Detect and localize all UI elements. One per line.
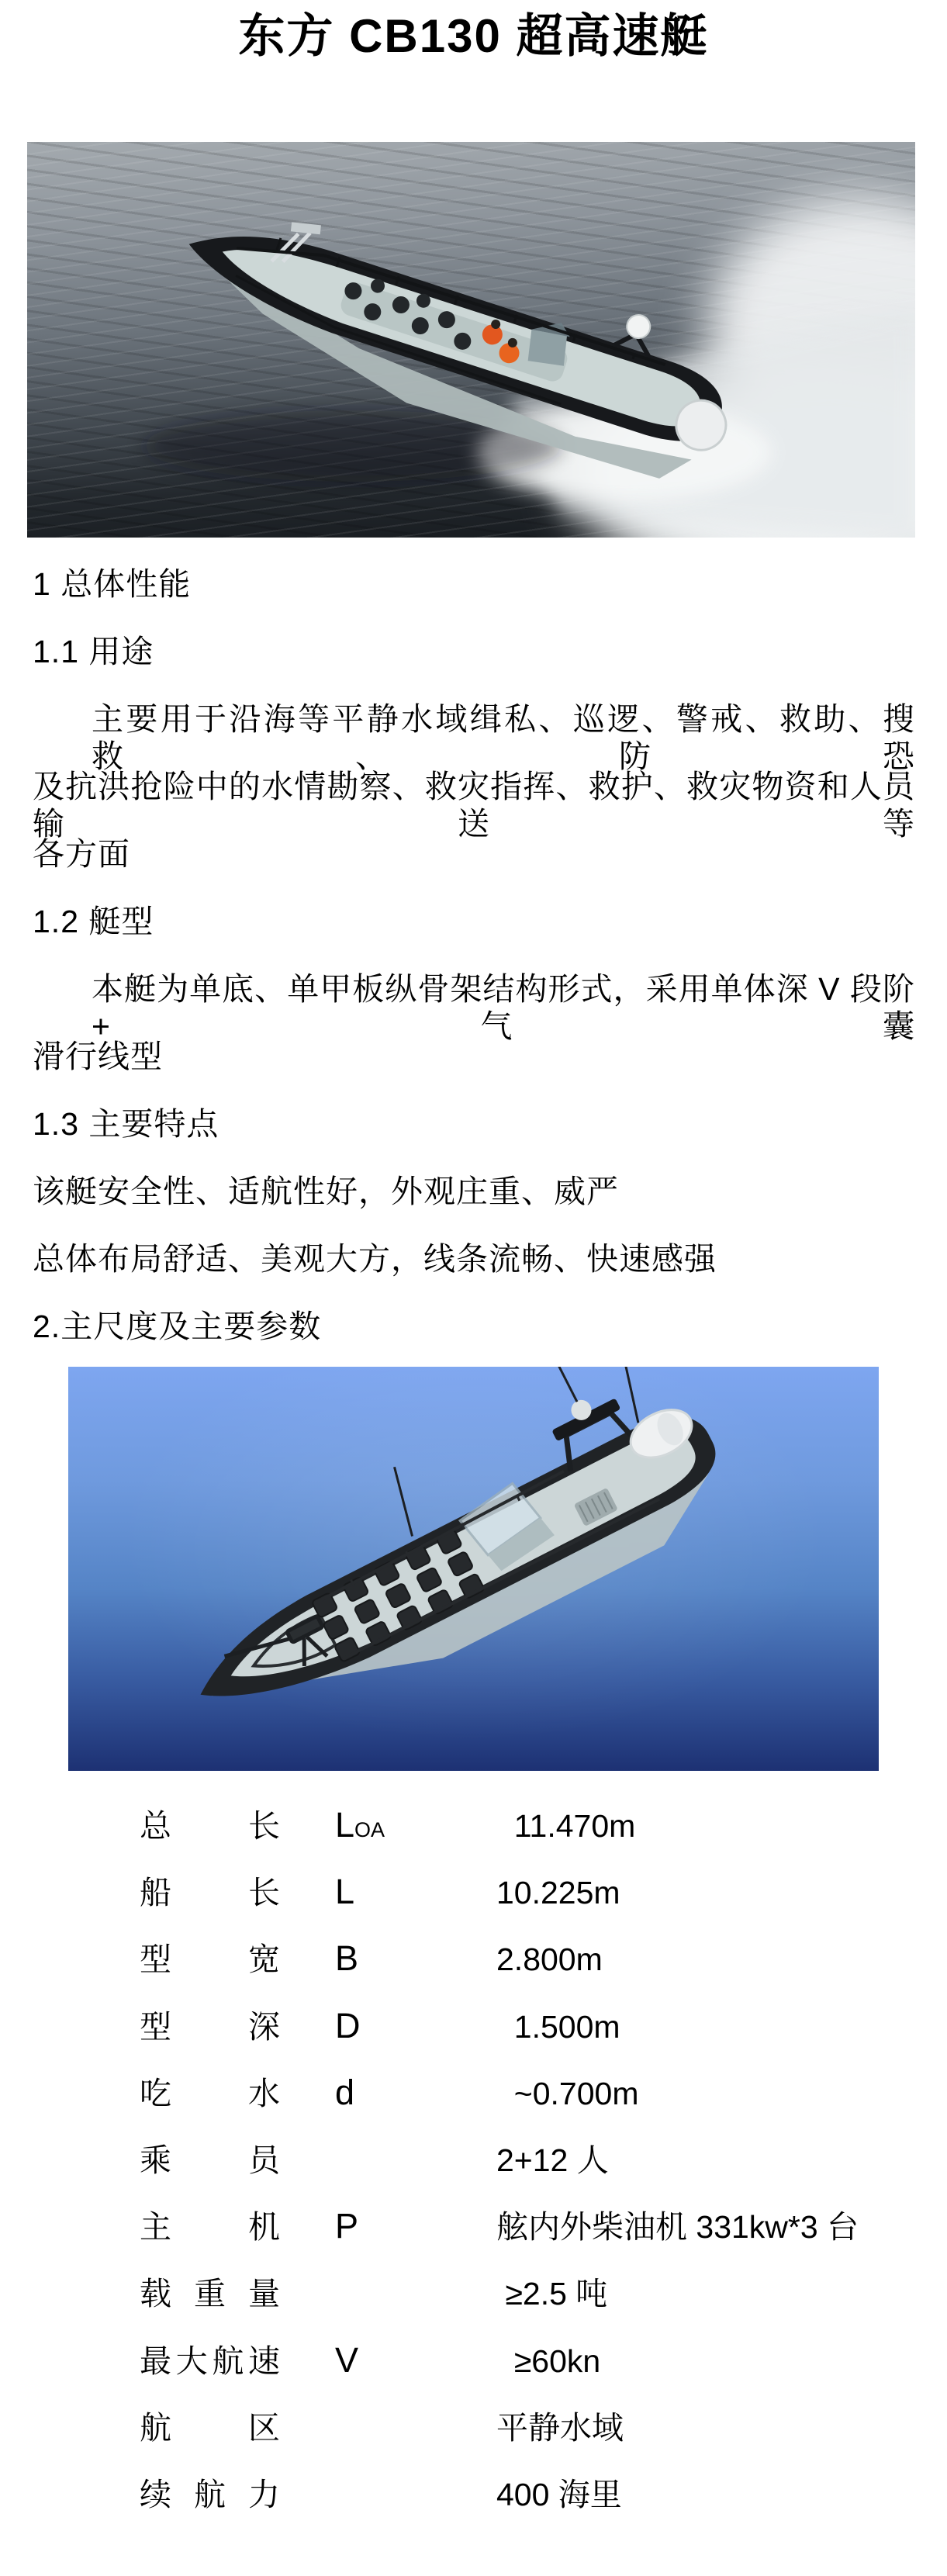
spec-row-endurance — [0, 2476, 947, 2522]
spec-symbol: P — [335, 2206, 359, 2246]
spec-symbol: L — [335, 1872, 355, 1911]
spec-table — [0, 1807, 947, 2536]
spec-value: 11.470m — [496, 1808, 636, 1844]
spec-row-crew — [0, 2142, 947, 2188]
spec-value: ~0.700m — [496, 2076, 639, 2111]
spec-value: 2+12 人 — [496, 2142, 609, 2178]
spec-value: ≥2.5 吨 — [496, 2276, 608, 2311]
page-title: 东方 CB130 超高速艇 — [238, 10, 709, 62]
spec-label: 总 长 — [140, 1808, 280, 1844]
spec-label: 主 机 — [140, 2209, 280, 2245]
spec-value: 10.225m — [496, 1875, 620, 1910]
bow-equipment — [291, 222, 321, 234]
paragraph-hull-1: 本艇为单底、单甲板纵骨架结构形式，采用单体深 V 段阶+气囊 — [92, 971, 915, 1044]
spec-row-nav-area — [0, 2409, 947, 2456]
spec-row-payload — [0, 2275, 947, 2322]
paragraph-feature-2: 总体布局舒适、美观大方，线条流畅、快速感强 — [33, 1241, 717, 1277]
spec-value: 2.800m — [496, 1942, 603, 1977]
heading-2: 2.主尺度及主要参数 — [33, 1309, 322, 1344]
spec-symbol: LOA — [335, 1805, 385, 1845]
boat-render-image — [68, 1367, 879, 1771]
heading-1-2: 1.2 艇型 — [33, 904, 154, 939]
spec-row-b — [0, 1938, 947, 1987]
heading-1-3: 1.3 主要特点 — [33, 1106, 219, 1142]
spec-symbol: B — [335, 1938, 359, 1978]
spec-value: 400 海里 — [496, 2477, 622, 2512]
spec-row-max-speed — [0, 2340, 947, 2389]
spec-label: 型 宽 — [140, 1942, 280, 1977]
spec-symbol: D — [335, 2006, 361, 2045]
spec-label: 乘 员 — [140, 2142, 280, 2178]
spec-value: ≥60kn — [496, 2343, 601, 2379]
spec-symbol: d — [335, 2073, 355, 2112]
spec-label: 吃 水 — [140, 2076, 280, 2111]
spec-label: 船 长 — [140, 1875, 280, 1910]
spec-label: 型 深 — [140, 2009, 280, 2045]
render-boat — [133, 1367, 745, 1764]
spec-row-engine — [0, 2208, 947, 2255]
spec-row-d — [0, 2008, 947, 2055]
heading-1: 1 总体性能 — [33, 566, 192, 602]
spec-label: 载 重 量 — [140, 2276, 280, 2311]
paragraph-hull-2: 滑行线型 — [33, 1039, 163, 1074]
paragraph-usage-2: 及抗洪抢险中的水情勘察、救灾指挥、救护、救灾物资和人员输送等 — [33, 769, 915, 842]
spec-row-draft — [0, 2075, 947, 2121]
boat-sea-photo — [27, 142, 915, 538]
boat-render-illustration — [68, 1367, 879, 1771]
boat-sea-illustration — [27, 142, 915, 538]
heading-1-1: 1.1 用途 — [33, 634, 154, 669]
paragraph-feature-1: 该艇安全性、适航性好，外观庄重、威严 — [33, 1174, 619, 1209]
spec-symbol: V — [335, 2340, 359, 2380]
spec-row-l — [0, 1874, 947, 1921]
paragraph-usage-3: 各方面 — [33, 836, 130, 872]
spec-value: 平静水域 — [496, 2410, 624, 2446]
spec-label: 续 航 力 — [140, 2477, 280, 2512]
spec-row-loa — [0, 1807, 947, 1854]
paragraph-usage-1: 主要用于沿海等平静水域缉私、巡逻、警戒、救助、搜救、防恐 — [92, 701, 915, 774]
spec-label: 航 区 — [140, 2410, 280, 2446]
spec-value: 1.500m — [496, 2009, 620, 2045]
spec-value: 舷内外柴油机 331kw*3 台 — [496, 2209, 859, 2245]
spec-label: 最 大 航 速 — [140, 2343, 280, 2379]
